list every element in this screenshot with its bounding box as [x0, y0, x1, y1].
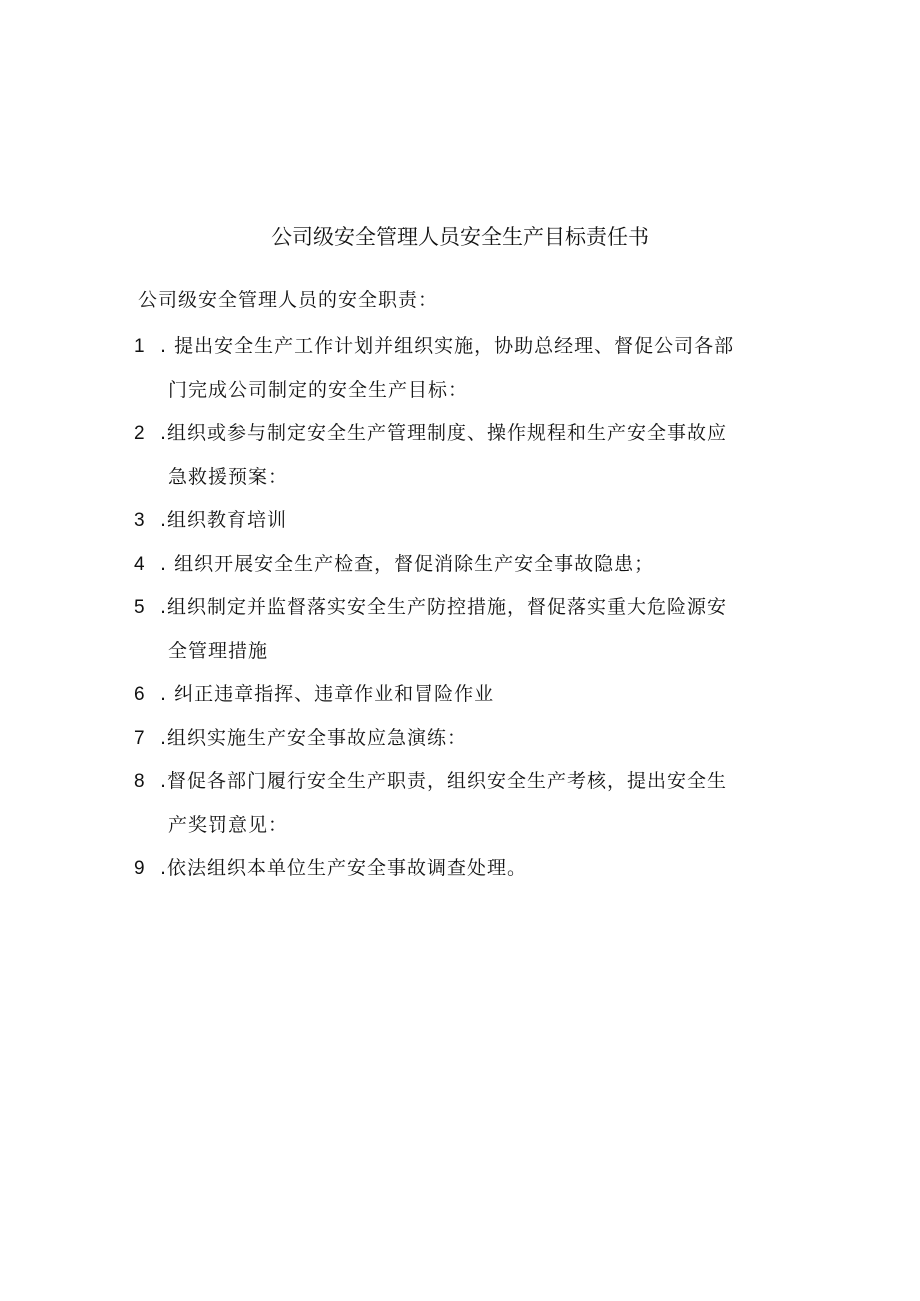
item-line: . 提出安全生产工作计划并组织实施，协助总经理、督促公司各部	[160, 335, 735, 357]
item-line: .组织制定并监督落实安全生产防控措施，督促落实重大危险源安	[160, 596, 728, 618]
item-number: 8	[134, 771, 146, 792]
item-text	[148, 499, 784, 543]
item-line: .督促各部门履行安全生产职责，组织安全生产考核，提出安全生	[160, 770, 728, 792]
list-item	[134, 717, 784, 761]
duty-list	[134, 325, 784, 891]
item-number: 3	[134, 510, 146, 531]
list-item	[134, 412, 784, 499]
item-number: 4	[134, 553, 146, 575]
item-number: 6	[134, 684, 146, 705]
item-number: 9	[134, 858, 146, 879]
item-text	[148, 325, 784, 412]
list-item	[134, 499, 784, 543]
list-item	[134, 586, 784, 673]
list-item	[134, 760, 784, 847]
item-line: 门完成公司制定的安全生产目标：	[168, 378, 469, 401]
item-text	[148, 673, 784, 717]
item-number: 1	[134, 336, 146, 357]
item-line: .组织实施生产安全事故应急演练：	[160, 726, 468, 749]
item-line: .组织或参与制定安全生产管理制度、操作规程和生产安全事故应	[160, 422, 728, 444]
list-item	[134, 847, 784, 891]
intro-text: 公司级安全管理人员的安全职责：	[138, 289, 439, 311]
list-item	[134, 325, 784, 412]
item-line: 产奖罚意见：	[168, 813, 289, 836]
item-text	[148, 543, 784, 587]
list-item	[134, 543, 784, 587]
item-line: . 组织开展安全生产检查，督促消除生产安全事故隐患；	[160, 552, 655, 575]
item-text	[148, 847, 784, 891]
item-line: .依法组织本单位生产安全事故调查处理。	[160, 857, 528, 879]
item-text	[148, 586, 784, 673]
item-line: 急救援预案：	[168, 465, 289, 488]
item-number: 7	[134, 727, 146, 749]
item-line: . 纠正违章指挥、违章作业和冒险作业	[160, 683, 495, 705]
item-text	[148, 760, 784, 847]
item-line: 全管理措施	[168, 639, 269, 662]
item-line: .组织教育培训	[160, 509, 288, 531]
item-number: 2	[134, 423, 146, 444]
item-text	[148, 412, 784, 499]
item-text	[148, 717, 784, 761]
item-number: 5	[134, 597, 146, 618]
document-title: 公司级安全管理人员安全生产目标责任书	[271, 225, 649, 249]
list-item	[134, 673, 784, 717]
